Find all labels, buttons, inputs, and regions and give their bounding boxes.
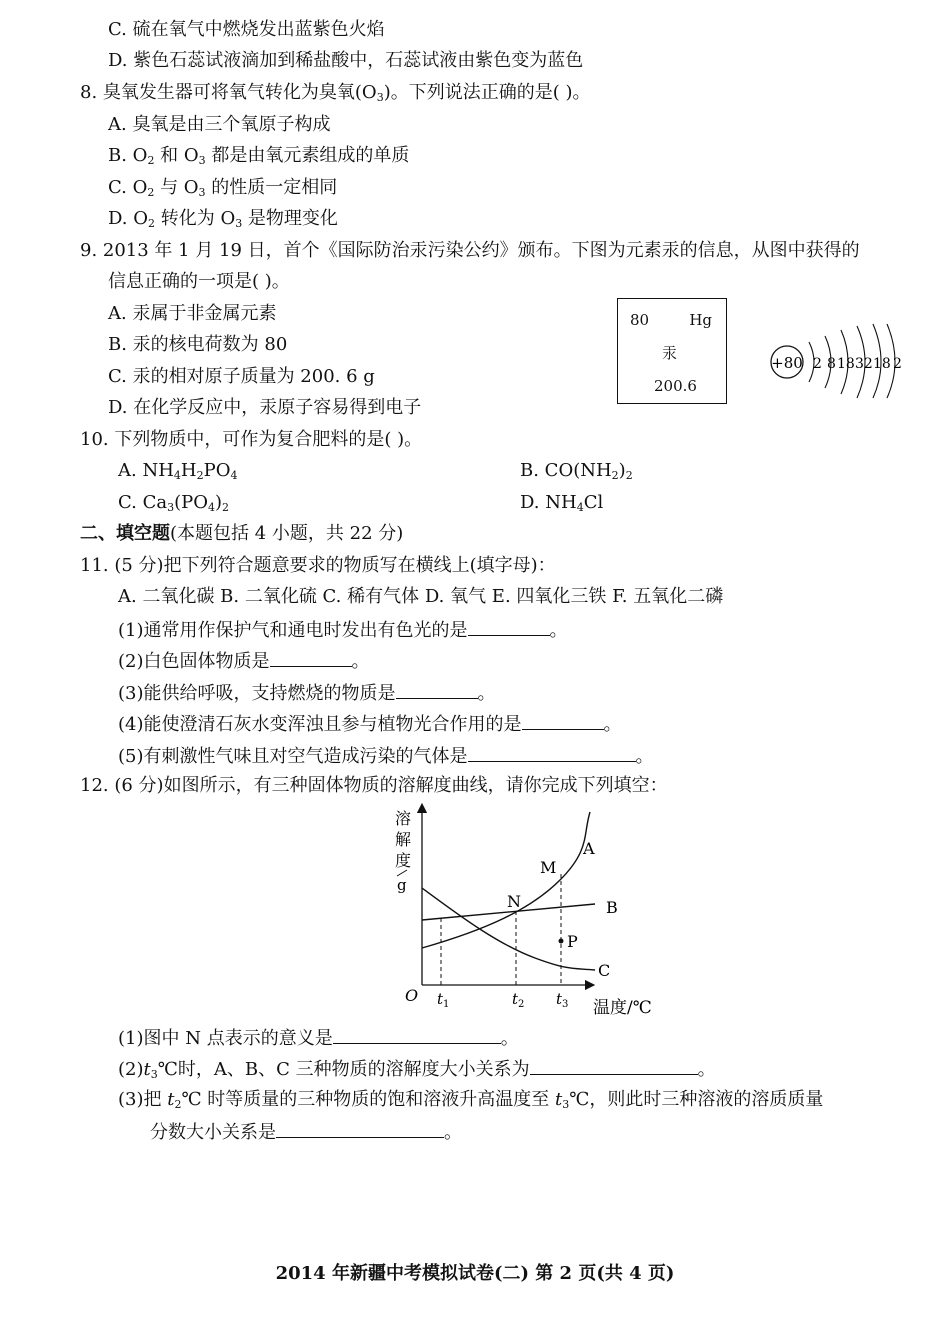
q10-option-b: B. $CO(NH_2)_2$ (520, 460, 633, 482)
q12-part-3: (3)把 $t_2℃$ 时等质量的三种物质的饱和溶液升高温度至 $t_3℃$，则此时三种溶液的溶质质量 (118, 1089, 824, 1111)
y-axis-label-2: 解 (395, 830, 412, 849)
page-footer: 2014 年新疆中考模拟试卷(二) 第 2 页(共 4 页) (275, 1263, 675, 1284)
q12-part-3-cont: 分数大小关系是 。 (150, 1119, 462, 1145)
tick-t1: $t_1$ (437, 990, 450, 1010)
point-n-label: N (507, 892, 521, 911)
tick-t3: $t_3$ (556, 990, 569, 1010)
element-symbol: Hg (689, 311, 712, 329)
point-p-label: P (567, 932, 578, 951)
origin-label: O (405, 986, 419, 1005)
answer-blank[interactable] (333, 1025, 501, 1044)
solubility-curve-graph (385, 800, 665, 1020)
q11-part-5: (5)有刺激性气味且对空气造成污染的气体是 。 (118, 743, 654, 769)
q9-option-d: D. 在化学反应中，汞原子容易得到电子 (108, 397, 422, 418)
q11-stem: 11. (5 分)把下列符合题意要求的物质写在横线上(填字母)： (80, 555, 556, 576)
q11-part-3: (3)能供给呼吸，支持燃烧的物质是 。 (118, 680, 496, 706)
shell-5: 18 (873, 356, 891, 372)
q11-part-1: (1)通常用作保护气和通电时发出有色光的是 。 (118, 617, 568, 643)
curve-c-label: C (598, 961, 611, 980)
q12-stem: 12. (6 分)如图所示，有三种固体物质的溶解度曲线，请你完成下列填空： (80, 775, 668, 796)
answer-blank[interactable] (522, 711, 604, 730)
q10-option-a: A. $NH_4H_2PO_4$ (118, 460, 238, 482)
shell-4: 32 (855, 356, 873, 372)
q9-option-a: A. 汞属于非金属元素 (108, 303, 277, 324)
q11-part-4: (4)能使澄清石灰水变浑浊且参与植物光合作用的是 。 (118, 711, 622, 737)
element-card (617, 298, 727, 404)
q10-option-d: D. $NH_4Cl$ (520, 492, 604, 514)
element-name: 汞 (662, 344, 678, 362)
q8-stem: 8. 臭氧发生器可将氧气转化为臭氧$(O_3)$。下列说法正确的是( )。 (80, 82, 591, 104)
q7-option-c: C. 硫在氧气中燃烧发出蓝紫色火焰 (108, 19, 385, 40)
point-p (559, 939, 564, 944)
q9-stem-cont: 信息正确的一项是( )。 (108, 271, 290, 292)
q9-option-b: B. 汞的核电荷数为 80 (108, 334, 288, 355)
point-m-label: M (540, 858, 557, 877)
q9-stem: 9. 2013 年 1 月 19 日，首个《国际防治汞污染公约》颁布。下图为元素汞的信息，从图中获得的 (80, 240, 860, 261)
y-axis-label-1: 溶 (395, 809, 412, 828)
x-axis-label: 温度/℃ (593, 998, 652, 1018)
nucleus-charge: +80 (771, 354, 803, 372)
answer-blank[interactable] (468, 617, 550, 636)
q10-stem: 10. 下列物质中，可作为复合肥料的是( )。 (80, 429, 423, 450)
shell-1: 2 (813, 356, 822, 372)
answer-blank[interactable] (530, 1056, 698, 1075)
q8-option-d: D. $O_2$ 转化为 $O_3$ 是物理变化 (108, 208, 338, 230)
curve-b-label: B (606, 898, 618, 917)
atom-structure-diagram (765, 310, 915, 400)
q8-option-b: B. $O_2$ 和 $O_3$ 都是由氧元素组成的单质 (108, 145, 410, 167)
atomic-number: 80 (630, 311, 650, 329)
curve-a (422, 812, 590, 948)
shell-3: 18 (837, 356, 855, 372)
answer-blank[interactable] (396, 680, 478, 699)
q8-option-c: C. $O_2$ 与 $O_3$ 的性质一定相同 (108, 177, 338, 199)
answer-blank[interactable] (276, 1119, 444, 1138)
q12-part-2: $(2)t_3℃$时，A、B、C 三种物质的溶解度大小关系为 。 (118, 1056, 716, 1082)
q10-option-c: C. $Ca_3(PO_4)_2$ (118, 492, 229, 514)
answer-blank[interactable] (270, 648, 352, 667)
shell-6: 2 (893, 356, 902, 372)
q9-option-c: C. 汞的相对原子质量为 200. 6 g (108, 366, 375, 387)
q11-part-2: (2)白色固体物质是 。 (118, 648, 370, 674)
y-axis-label-3: 度 (395, 851, 412, 870)
answer-blank[interactable] (468, 743, 636, 762)
q7-option-d: D. 紫色石蕊试液滴加到稀盐酸中，石蕊试液由紫色变为蓝色 (108, 50, 584, 71)
curve-a-label: A (583, 839, 595, 858)
y-axis-label-unit: g (397, 876, 407, 894)
tick-t2: $t_2$ (512, 990, 525, 1010)
q11-options: A. 二氧化碳 B. 二氧化硫 C. 稀有气体 D. 氧气 E. 四氧化三铁 F. 五氧化二磷 (118, 586, 724, 607)
atomic-mass: 200.6 (654, 377, 697, 395)
q12-part-1: (1)图中 N 点表示的意义是 。 (118, 1025, 519, 1051)
section-heading: 二、填空题(本题包括 4 小题，共 22 分) (80, 523, 404, 544)
q8-option-a: A. 臭氧是由三个氧原子构成 (108, 114, 331, 135)
shell-2: 8 (827, 356, 836, 372)
